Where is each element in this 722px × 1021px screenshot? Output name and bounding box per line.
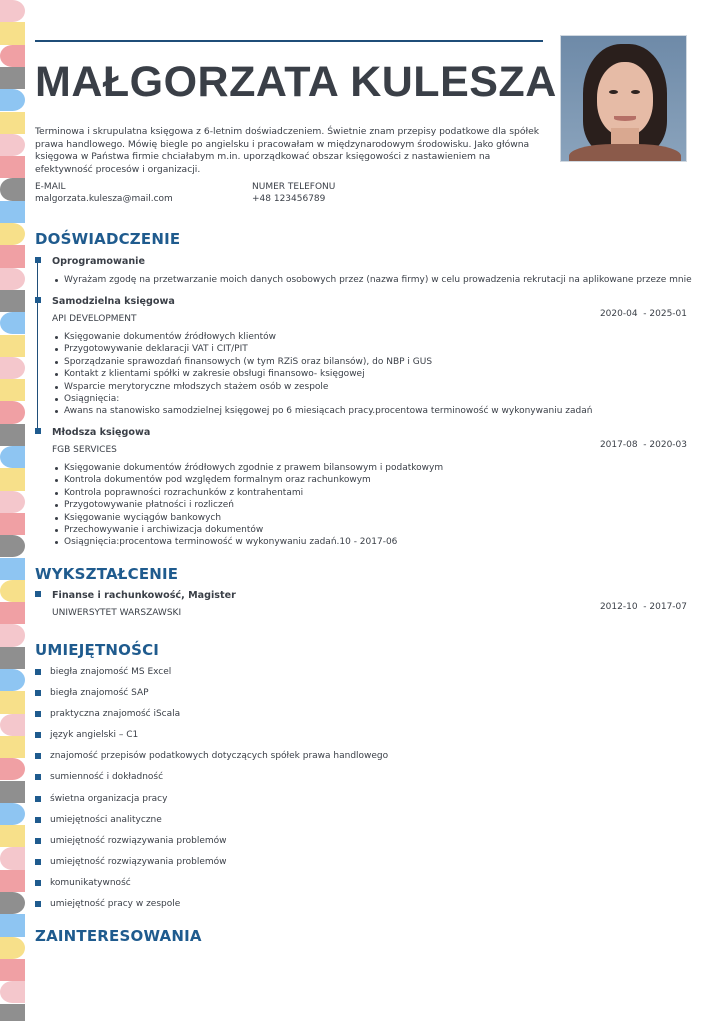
strip-shape — [0, 491, 25, 513]
strip-shape — [0, 870, 25, 892]
strip-shape — [0, 580, 25, 602]
timeline-marker — [35, 297, 41, 303]
list-item: Kontrola poprawności rozrachunków z kontrahentami — [64, 487, 624, 499]
list-item: Przechowywanie i archiwizacja dokumentów — [64, 524, 624, 536]
job-title: Oprogramowanie — [52, 256, 145, 267]
skill-item: sumienność i dokładność — [35, 771, 388, 792]
skill-item: praktyczna znajomość iScala — [35, 708, 388, 729]
school-name: UNIWERSYTET WARSZAWSKI — [52, 608, 182, 618]
profile-photo — [560, 35, 687, 162]
skill-item: umiejętność rozwiązywania problemów — [35, 856, 388, 877]
section-title-interests: ZAINTERESOWANIA — [35, 927, 202, 945]
skill-item: komunikatywność — [35, 877, 388, 898]
strip-shape — [0, 937, 25, 959]
timeline-marker — [35, 428, 41, 434]
list-item: Wsparcie merytoryczne młodszych stażem osób w zespole — [64, 381, 624, 393]
header-rule — [35, 40, 543, 42]
strip-shape — [0, 803, 25, 825]
strip-shape — [0, 201, 25, 223]
timeline-marker — [35, 591, 41, 597]
strip-shape — [0, 535, 25, 557]
company-name: FGB SERVICES — [52, 445, 117, 455]
list-item: Osiągnięcia:procentowa terminowość w wykonywaniu zadań.10 - 2017-06 — [64, 536, 624, 548]
list-item: Kontrola dokumentów pod względem formalnym oraz rachunkowym — [64, 474, 624, 486]
experience-timeline — [37, 258, 38, 434]
strip-shape — [0, 558, 25, 580]
strip-shape — [0, 290, 25, 312]
strip-shape — [0, 45, 25, 67]
skill-item: umiejętność pracy w zespole — [35, 898, 388, 919]
job-duties-list — [64, 274, 692, 286]
strip-shape — [0, 357, 25, 379]
list-item: Kontakt z klientami spółki w zakresie obsługi finansowo- księgowej — [64, 368, 624, 380]
skill-item: biegła znajomość MS Excel — [35, 666, 388, 687]
strip-shape — [0, 825, 25, 847]
strip-shape — [0, 468, 25, 490]
email-value: malgorzata.kulesza@mail.com — [35, 194, 173, 204]
strip-shape — [0, 134, 25, 156]
strip-shape — [0, 1004, 25, 1021]
strip-shape — [0, 312, 25, 334]
strip-shape — [0, 959, 25, 981]
strip-shape — [0, 112, 25, 134]
strip-shape — [0, 736, 25, 758]
strip-shape — [0, 245, 25, 267]
strip-shape — [0, 758, 25, 780]
list-item: Księgowanie wyciągów bankowych — [64, 512, 624, 524]
profile-summary: Terminowa i skrupulatna księgowa z 6-letnim doświadczeniem. Świetnie znam przepisy podatkowe dla spółek prawa handlowego. Mówię biegle po angielsku i pracowałam w międzynarodowym środowisku. Jako główna księgowa w Państwa firmie chciałabym m.in. uporządkować obszar księgowości z nastawieniem na efektywność procesów i organizacji. — [35, 126, 540, 175]
list-item: Osiągnięcia: — [64, 393, 624, 405]
skill-item: język angielski – C1 — [35, 729, 388, 750]
skill-item: umiejętności analityczne — [35, 814, 388, 835]
strip-shape — [0, 401, 25, 423]
skill-item: znajomość przepisów podatkowych dotyczących spółek prawa handlowego — [35, 750, 388, 771]
job-dates: 2017-08 - 2020-03 — [599, 440, 687, 450]
strip-shape — [0, 647, 25, 669]
strip-shape — [0, 268, 25, 290]
skill-item: świetna organizacja pracy — [35, 793, 388, 814]
list-item: Awans na stanowisko samodzielnej księgowej po 6 miesiącach pracy.procentowa terminowość w wykonywaniu zadań — [64, 405, 624, 417]
job-duties-list — [64, 462, 624, 549]
strip-shape — [0, 981, 25, 1003]
strip-shape — [0, 602, 25, 624]
strip-shape — [0, 669, 25, 691]
strip-shape — [0, 0, 25, 22]
job-title: Samodzielna księgowa — [52, 296, 175, 307]
list-item: Przygotowywanie deklaracji VAT i CIT/PIT — [64, 343, 624, 355]
strip-shape — [0, 22, 25, 44]
strip-shape — [0, 513, 25, 535]
section-title-education: WYKSZTAŁCENIE — [35, 565, 179, 583]
job-duties-list — [64, 331, 624, 418]
strip-shape — [0, 178, 25, 200]
list-item: Sporządzanie sprawozdań finansowych (w tym RZiS oraz bilansów), do NBP i GUS — [64, 356, 624, 368]
skill-item: biegła znajomość SAP — [35, 687, 388, 708]
job-title: Młodsza księgowa — [52, 427, 151, 438]
strip-shape — [0, 89, 25, 111]
skill-item: umiejętność rozwiązywania problemów — [35, 835, 388, 856]
phone-value: +48 123456789 — [252, 194, 326, 204]
list-item: Księgowanie dokumentów źródłowych zgodnie z prawem bilansowym i podatkowym — [64, 462, 624, 474]
candidate-name: MAŁGORZATA KULESZA — [35, 58, 557, 106]
company-name: API DEVELOPMENT — [52, 314, 137, 324]
list-item: Przygotowywanie płatności i rozliczeń — [64, 499, 624, 511]
strip-shape — [0, 424, 25, 446]
strip-shape — [0, 691, 25, 713]
strip-shape — [0, 914, 25, 936]
strip-shape — [0, 335, 25, 357]
education-dates: 2012-10 - 2017-07 — [599, 602, 687, 612]
strip-shape — [0, 714, 25, 736]
section-title-skills: UMIEJĘTNOŚCI — [35, 641, 160, 659]
email-label: E-MAIL — [35, 182, 66, 192]
timeline-marker — [35, 257, 41, 263]
strip-shape — [0, 379, 25, 401]
skills-list — [35, 666, 388, 919]
strip-shape — [0, 781, 25, 803]
list-item: Księgowanie dokumentów źródłowych klientów — [64, 331, 624, 343]
education-degree: Finanse i rachunkowość, Magister — [52, 590, 236, 601]
strip-shape — [0, 892, 25, 914]
strip-shape — [0, 156, 25, 178]
decorative-side-strip — [0, 0, 25, 1021]
strip-shape — [0, 847, 25, 869]
list-item: Wyrażam zgodę na przetwarzanie moich danych osobowych przez (nazwa firmy) w celu prowadzenia rekrutacji na aplikowane przeze mnie — [64, 275, 692, 285]
job-dates: 2020-04 - 2025-01 — [599, 309, 687, 319]
section-title-experience: DOŚWIADCZENIE — [35, 230, 181, 248]
strip-shape — [0, 67, 25, 89]
strip-shape — [0, 446, 25, 468]
strip-shape — [0, 624, 25, 646]
strip-shape — [0, 223, 25, 245]
phone-label: NUMER TELEFONU — [252, 182, 336, 192]
